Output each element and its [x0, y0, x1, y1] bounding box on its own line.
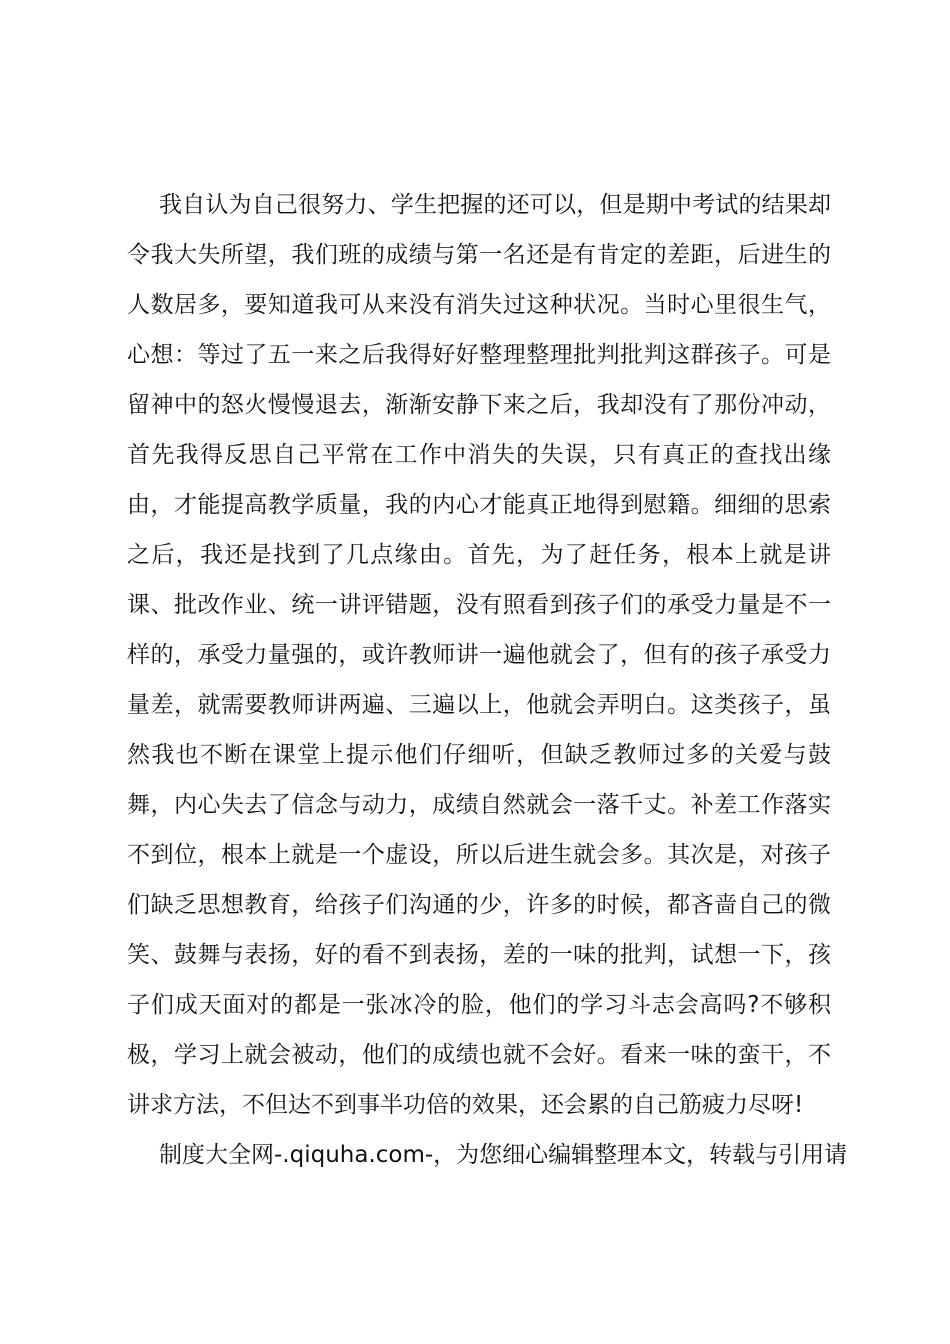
document-body — [127, 180, 848, 1180]
body-paragraph: 我自认为自己很努力、学生把握的还可以，但是期中考试的结果却令我大失所望，我们班的成绩与第一名还是有肯定的差距，后进生的人数居多，要知道我可从来没有消失过这种状况。当时心里很生气，心想：等过了五一来之后我得好好整理整理批判批判这群孩子。可是留神中的怒火慢慢退去，渐渐安静下来之后，我却没有了那份冲动，首先我得反思自己平常在工作中消失的失误，只有真正的查找出缘由，才能提高教学质量，我的内心才能真正地得到慰籍。细细的思索之后，我还是找到了几点缘由。首先，为了赶任务，根本上就是讲课、批改作业、统一讲评错题，没有照看到孩子们的承受力量是不一样的，承受力量强的，或许教师讲一遍他就会了，但有的孩子承受力量差，就需要教师讲两遍、三遍以上，他就会弄明白。这类孩子，虽然我也不断在课堂上提示他们仔细听，但缺乏教师过多的关爱与鼓舞，内心失去了信念与动力，成绩自然就会一落千丈。补差工作落实不到位，根本上就是一个虚设，所以后进生就会多。其次是，对孩子们缺乏思想教育，给孩子们沟通的少，许多的时候，都吝啬自己的微笑、鼓舞与表扬，好的看不到表扬，差的一味的批判，试想一下，孩子们成天面对的都是一张冰冷的脸，他们的学习斗志会高吗?不够积极，学习上就会被动，他们的成绩也就不会好。看来一味的蛮干，不讲求方法，不但达不到事半功倍的效果，还会累的自己筋疲力尽呀! — [127, 192, 831, 1118]
source-notice-paragraph: 制度大全网-.qiquha.com-，为您细心编辑整理本文，转载与引用请 — [159, 1142, 848, 1168]
